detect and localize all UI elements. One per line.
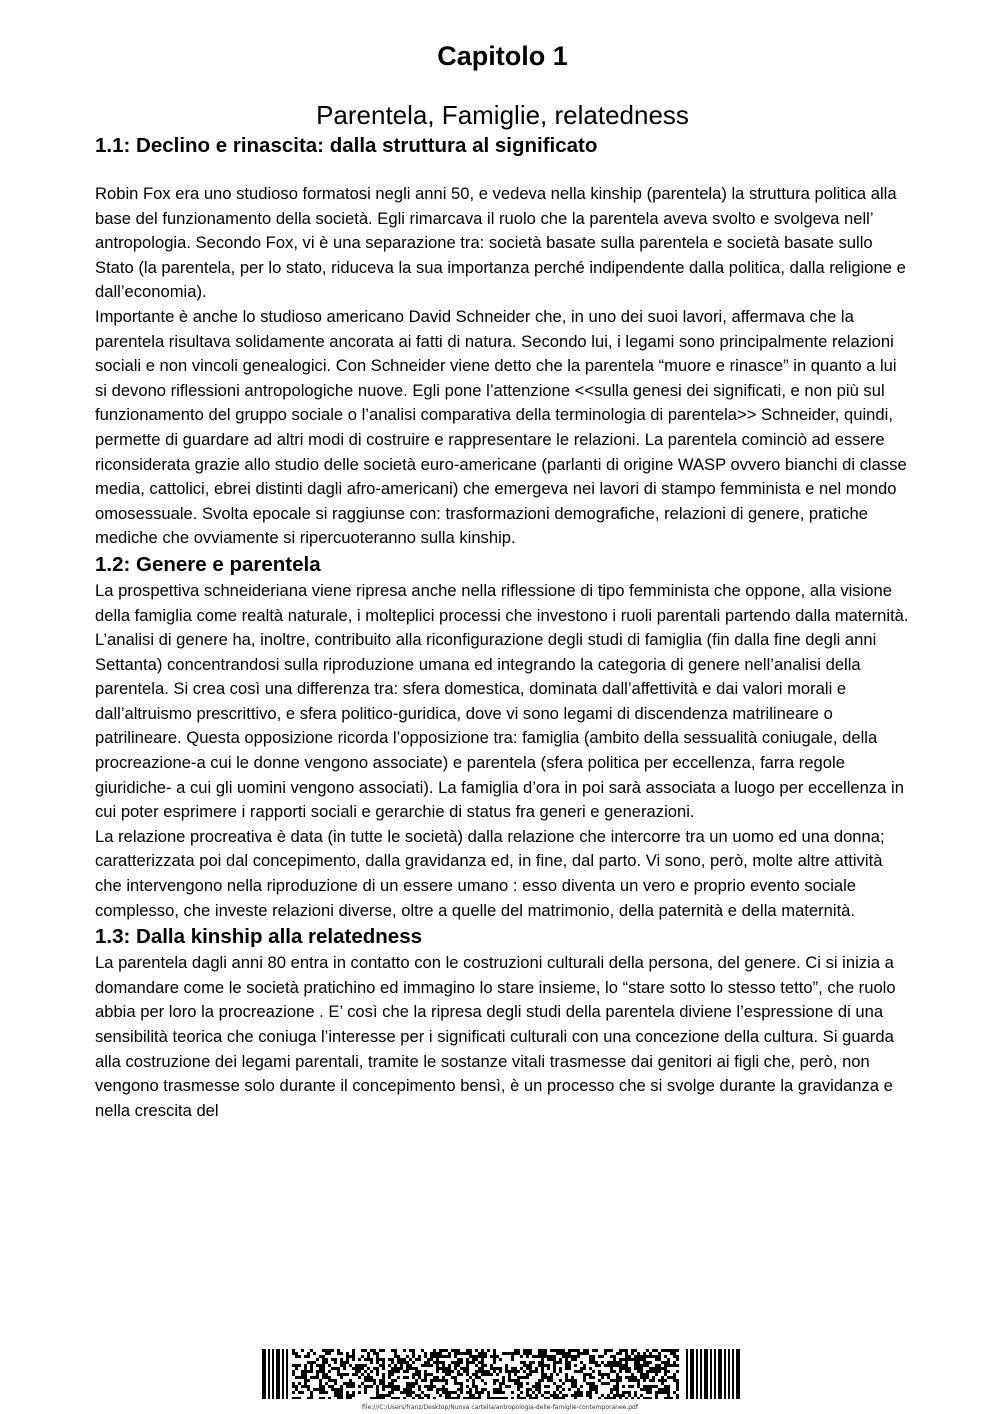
document-page [95, 38, 910, 1123]
section-1-2-paragraph: L’analisi di genere ha, inoltre, contribuito alla riconfigurazione degli studi di famiglia (fin dalla fine degli anni Settanta) concentrandosi sulla riproduzione umana ed integrando la categoria di genere nell’analisi della parentela. Si crea così una differenza tra: sfera domestica, dominata dall’affettività e dai valori morali e dall’altruismo prescrittivo, e sfera politico-guridica, dove vi sono legami di discendenza matrilineare o patrilineare. Questa opposizione ricorda l’opposizione tra: famiglia (ambito della sessualità coniugale, della procreazione-a cui le donne vengono associate) e parentela (sfera politica per eccellenza, farra regole giuridiche- a cui gli uomini vengono associati). La famiglia d’ora in poi sarà associata a luogo per eccellenza in cui poter esprimere i rapporti sociali e gerarchie di status fra generi e generazioni. [95, 630, 904, 822]
section-1-2-paragraph: La prospettiva schneideriana viene ripresa anche nella riflessione di tipo femminista che oppone, alla visione della famiglia come realtà naturale, i molteplici processi che investono i ruoli parentali partendo dalla maternità. [95, 580, 909, 625]
section-1-2-paragraph: La relazione procreativa è data (in tutte le società) dalla relazione che intercorre tra un uomo ed una donna; caratterizzata poi dal concepimento, dalla gravidanza ed, in fine, dal parto. Vi sono, però, molte altre attività che intervengono nella riproduzione di un essere umano : esso diventa un vero e proprio evento sociale complesso, che investe relazioni diverse, oltre a quelle del matrimonio, della paternità e della maternità. [95, 826, 885, 920]
barcode-image [262, 1349, 742, 1399]
chapter-title: Capitolo 1 [437, 41, 568, 71]
barcode-graphic [262, 1349, 742, 1399]
section-1-3-paragraph: La parentela dagli anni 80 entra in contatto con le costruzioni culturali della persona, del genere. Ci si inizia a domandare come le società pratichino ed immagino lo stare insieme, lo “stare sotto lo stesso tetto”, che ruolo abbia per loro la procreazione . E’ così che la ripresa degli studi della parentela diviene l’espressione di una sensibilità teorica che coniuga l’interesse per i significati culturali con una concezione della cultura. Si guarda alla costruzione dei legami parentali, tramite le sostanze vitali trasmesse dai genitori ai figli che, però, non vengono trasmesse solo durante il concepimento bensì, è un processo che si svolge durante la gravidanza e nella crescita del [95, 953, 896, 1120]
section-1-1-paragraph: Importante è anche lo studioso americano David Schneider che, in uno dei suoi lavori, affermava che la parentela risultava solidamente ancorata ai fatti di natura. Secondo lui, i legami sono principalmente relazioni sociali e non vincoli genealogici. Con Schneider viene detto che la parentela “muore e rinasce” in quanto a lui si devono riflessioni antropologiche nuove. Egli pone l’attenzione <<sulla genesi dei significati, e non più sul funzionamento del gruppo sociale o l’analisi comparativa della terminologia di parentela>> Schneider, quindi, permette di guardare ad altri modi di costruire e rappresentare le relazioni. La parentela cominciò ad essere riconsiderata grazie allo studio delle società euro-americane (parlanti di origine WASP ovvero bianchi di classe media, cattolici, ebrei distinti dagli afro-americani) che emergeva nei lavori di stampo femminista e nel mondo omosessuale. Svolta epocale si raggiunse con: trasformazioni demografiche, relazioni di genere, pratiche mediche che ovviamente si ripercuoteranno sulla kinship. [95, 306, 907, 548]
section-heading-1-2: 1.2: Genere e parentela [95, 552, 321, 576]
section-heading-1-3: 1.3: Dalla kinship alla relatedness [95, 925, 423, 949]
section-1-1-paragraph: Robin Fox era uno studioso formatosi negli anni 50, e vedeva nella kinship (parentela) la struttura politica alla base del funzionamento della società. Egli rimarcava il ruolo che la parentela aveva svolto e svolgeva nell’ antropologia. Secondo Fox, vi è una separazione tra: società basate sulla parentela e società basate sullo Stato (la parentela, per lo stato, riduceva la sua importanza perché indipendente dalla politica, dalla religione e dall’economia). [95, 184, 906, 302]
footer-file-path: file:///C:/Users/franz/Desktop/Nuova cartella/antropologia-delle-famiglie-contemporanee.pdf [362, 1404, 638, 1411]
section-heading-1-1: 1.1: Declino e rinascita: dalla struttura al significato [95, 134, 598, 157]
chapter-subtitle: Parentela, Famiglie, relatedness [316, 100, 689, 130]
